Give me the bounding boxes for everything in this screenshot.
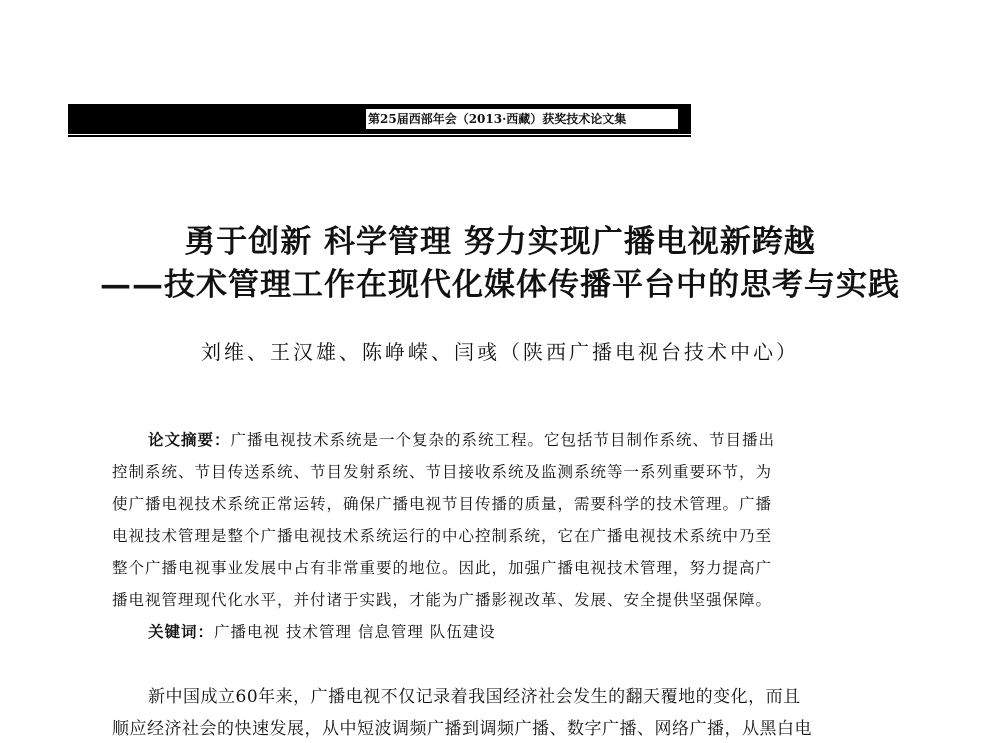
abstract-line: 使广播电视技术系统正常运转，确保广播电视节目传播的质量，需要科学的技术管理。广播 (112, 495, 773, 513)
keywords-label: 关键词： (148, 622, 215, 641)
body-text-line: 顺应经济社会的快速发展，从中短波调频广播到调频广播、数字广播、网络广播，从黑白电 (112, 719, 812, 739)
abstract-label: 论文摘要： (148, 430, 231, 449)
abstract-line: 控制系统、节目传送系统、节目发射系统、节目接收系统及监测系统等一系列重要环节，为 (112, 463, 773, 481)
keywords-text: 广播电视 技术管理 信息管理 队伍建设 (214, 623, 496, 641)
authors: 刘维、王汉雄、陈峥嵘、闫彧（陕西广播电视台技术中心） (201, 340, 799, 364)
paper-subtitle: ——技术管理工作在现代化媒体传播平台中的思考与实践 (100, 267, 900, 303)
abstract-line: 整个广播电视事业发展中占有非常重要的地位。因此，加强广播电视技术管理，努力提高广 (112, 559, 773, 577)
abstract-line: 播电视管理现代化水平，并付诸于实践，才能为广播影视改革、发展、安全提供坚强保障。 (112, 591, 773, 609)
header-rule (68, 135, 691, 137)
keywords-line (148, 620, 496, 642)
body-text-line: 新中国成立60年来，广播电视不仅记录着我国经济社会发生的翻天覆地的变化，而且 (148, 687, 801, 707)
running-title: 第25届西部年会（2013·西藏）获奖技术论文集 (366, 109, 678, 129)
paper-title: 勇于创新 科学管理 努力实现广播电视新跨越 (184, 224, 816, 260)
abstract-line: 电视技术管理是整个广播电视技术系统运行的中心控制系统，它在广播电视技术系统中乃至 (112, 527, 773, 545)
abstract-line (148, 428, 775, 450)
abstract-text: 广播电视技术系统是一个复杂的系统工程。它包括节目制作系统、节目播出 (230, 431, 776, 449)
